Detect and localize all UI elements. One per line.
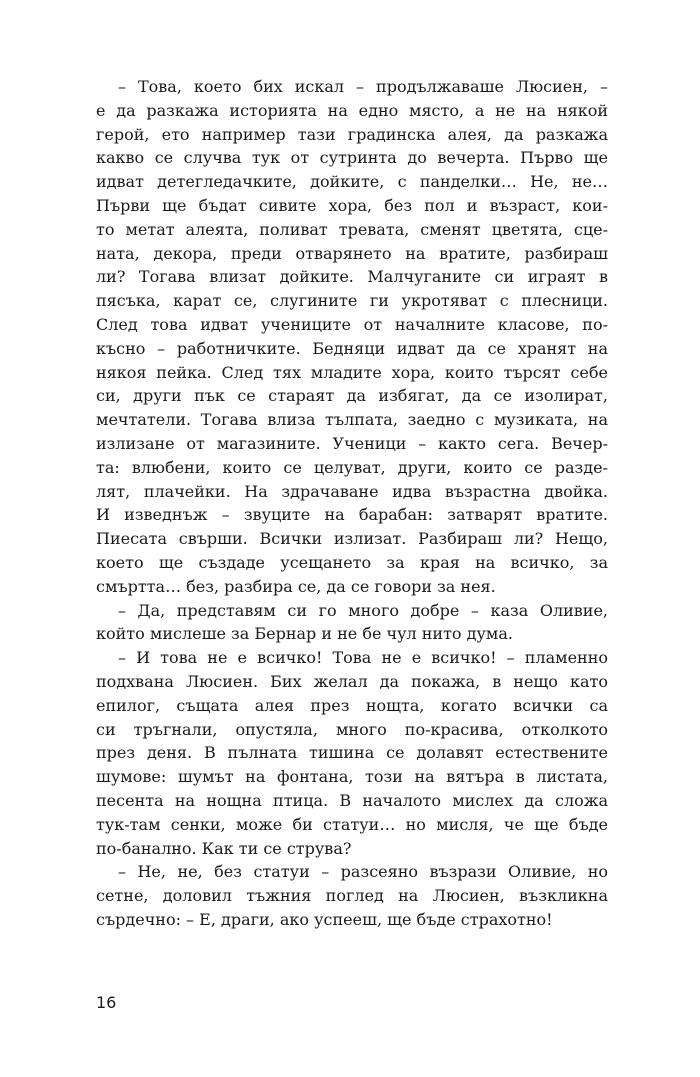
text-line: След това идват учениците от началните класове, по- (96, 314, 608, 334)
text-line: си тръгнали, опустяла, много по-красива, отколкото (96, 719, 608, 739)
text-line: смъртта… без, разбира се, да се говори за нея. (96, 576, 496, 596)
text-line: ли? Тогава влизат дойките. Малчуганите си играят в (96, 267, 608, 287)
text-line: който мислеше за Бернар и не бе чул нито дума. (96, 624, 513, 644)
text-line: сетне, доловил тъжния поглед на Люсиен, възкликна (96, 886, 608, 906)
text-line: – И това не е всичко! Това не е всичко! – пламенно (118, 648, 608, 668)
text-line: Първи ще бъдат сивите хора, без пол и възраст, кои- (96, 195, 608, 215)
text-line: герой, ето например тази градинска алея, да разкажа (96, 124, 608, 144)
text-line: някоя пейка. След тях младите хора, които търсят себе (96, 362, 608, 382)
text-line: И изведнъж – звуците на барабан: затварят вратите. (96, 505, 608, 525)
text-line: – Не, не, без статуи – разсеяно възрази Оливие, но (118, 862, 608, 882)
text-line: подхвана Люсиен. Бих желал да покажа, в нещо като (96, 671, 608, 691)
text-line: тук-там сенки, може би статуи… но мисля, че ще бъде (96, 814, 608, 834)
text-line: шумове: шумът на фонтана, този на вятъра в листата, (96, 767, 608, 787)
text-line: по-банално. Как ти се струва? (96, 838, 352, 858)
text-line: та: влюбени, които се целуват, други, които се разде- (96, 457, 608, 477)
body-text (96, 75, 608, 932)
text-line: си, други пък се стараят да избягат, да се изолират, (96, 386, 608, 406)
text-line: мечтатели. Тогава влиза тълпата, заедно с музиката, на (96, 410, 608, 430)
text-line: сърдечно: – Е, драги, ако успееш, ще бъде страхотно! (96, 909, 553, 929)
text-line: – Това, което бих искал – продължаваше Люсиен, – (118, 77, 608, 96)
text-line: което ще създаде усещането за края на всичко, за (96, 552, 608, 572)
text-line: епилог, същата алея през нощта, когато всички са (96, 695, 608, 715)
text-line: Пиесата свърши. Всички излизат. Разбираш ли? Нещо, (96, 529, 608, 549)
text-line: – Да, представям си го много добре – каза Оливие, (118, 600, 608, 620)
text-line: то метат алеята, поливат тревата, сменят цветята, сце- (96, 219, 608, 239)
text-line: късно – работничките. Бедняци идват да се хранят на (96, 338, 608, 358)
text-line: пясъка, карат се, слугините ги укротяват с плесници. (96, 291, 608, 311)
text-line: лят, плачейки. На здрачаване идва възрастна двойка. (96, 481, 608, 501)
text-line: ната, декора, преди отварянето на вратите, разбираш (96, 243, 608, 263)
text-line: какво се случва тук от сутринта до вечерта. Първо ще (96, 148, 608, 168)
text-line: през деня. В пълната тишина се долавят естествените (96, 743, 608, 763)
text-line: излизане от магазините. Ученици – както сега. Вечер- (96, 433, 608, 453)
text-line: идват детегледачките, дойките, с панделки… Не, не… (96, 172, 608, 192)
page-number: 16 (96, 993, 117, 1012)
text-line: песента на нощна птица. В началото мислех да сложа (96, 790, 608, 810)
text-line: е да разкажа историята на едно място, а не на някой (96, 100, 608, 120)
